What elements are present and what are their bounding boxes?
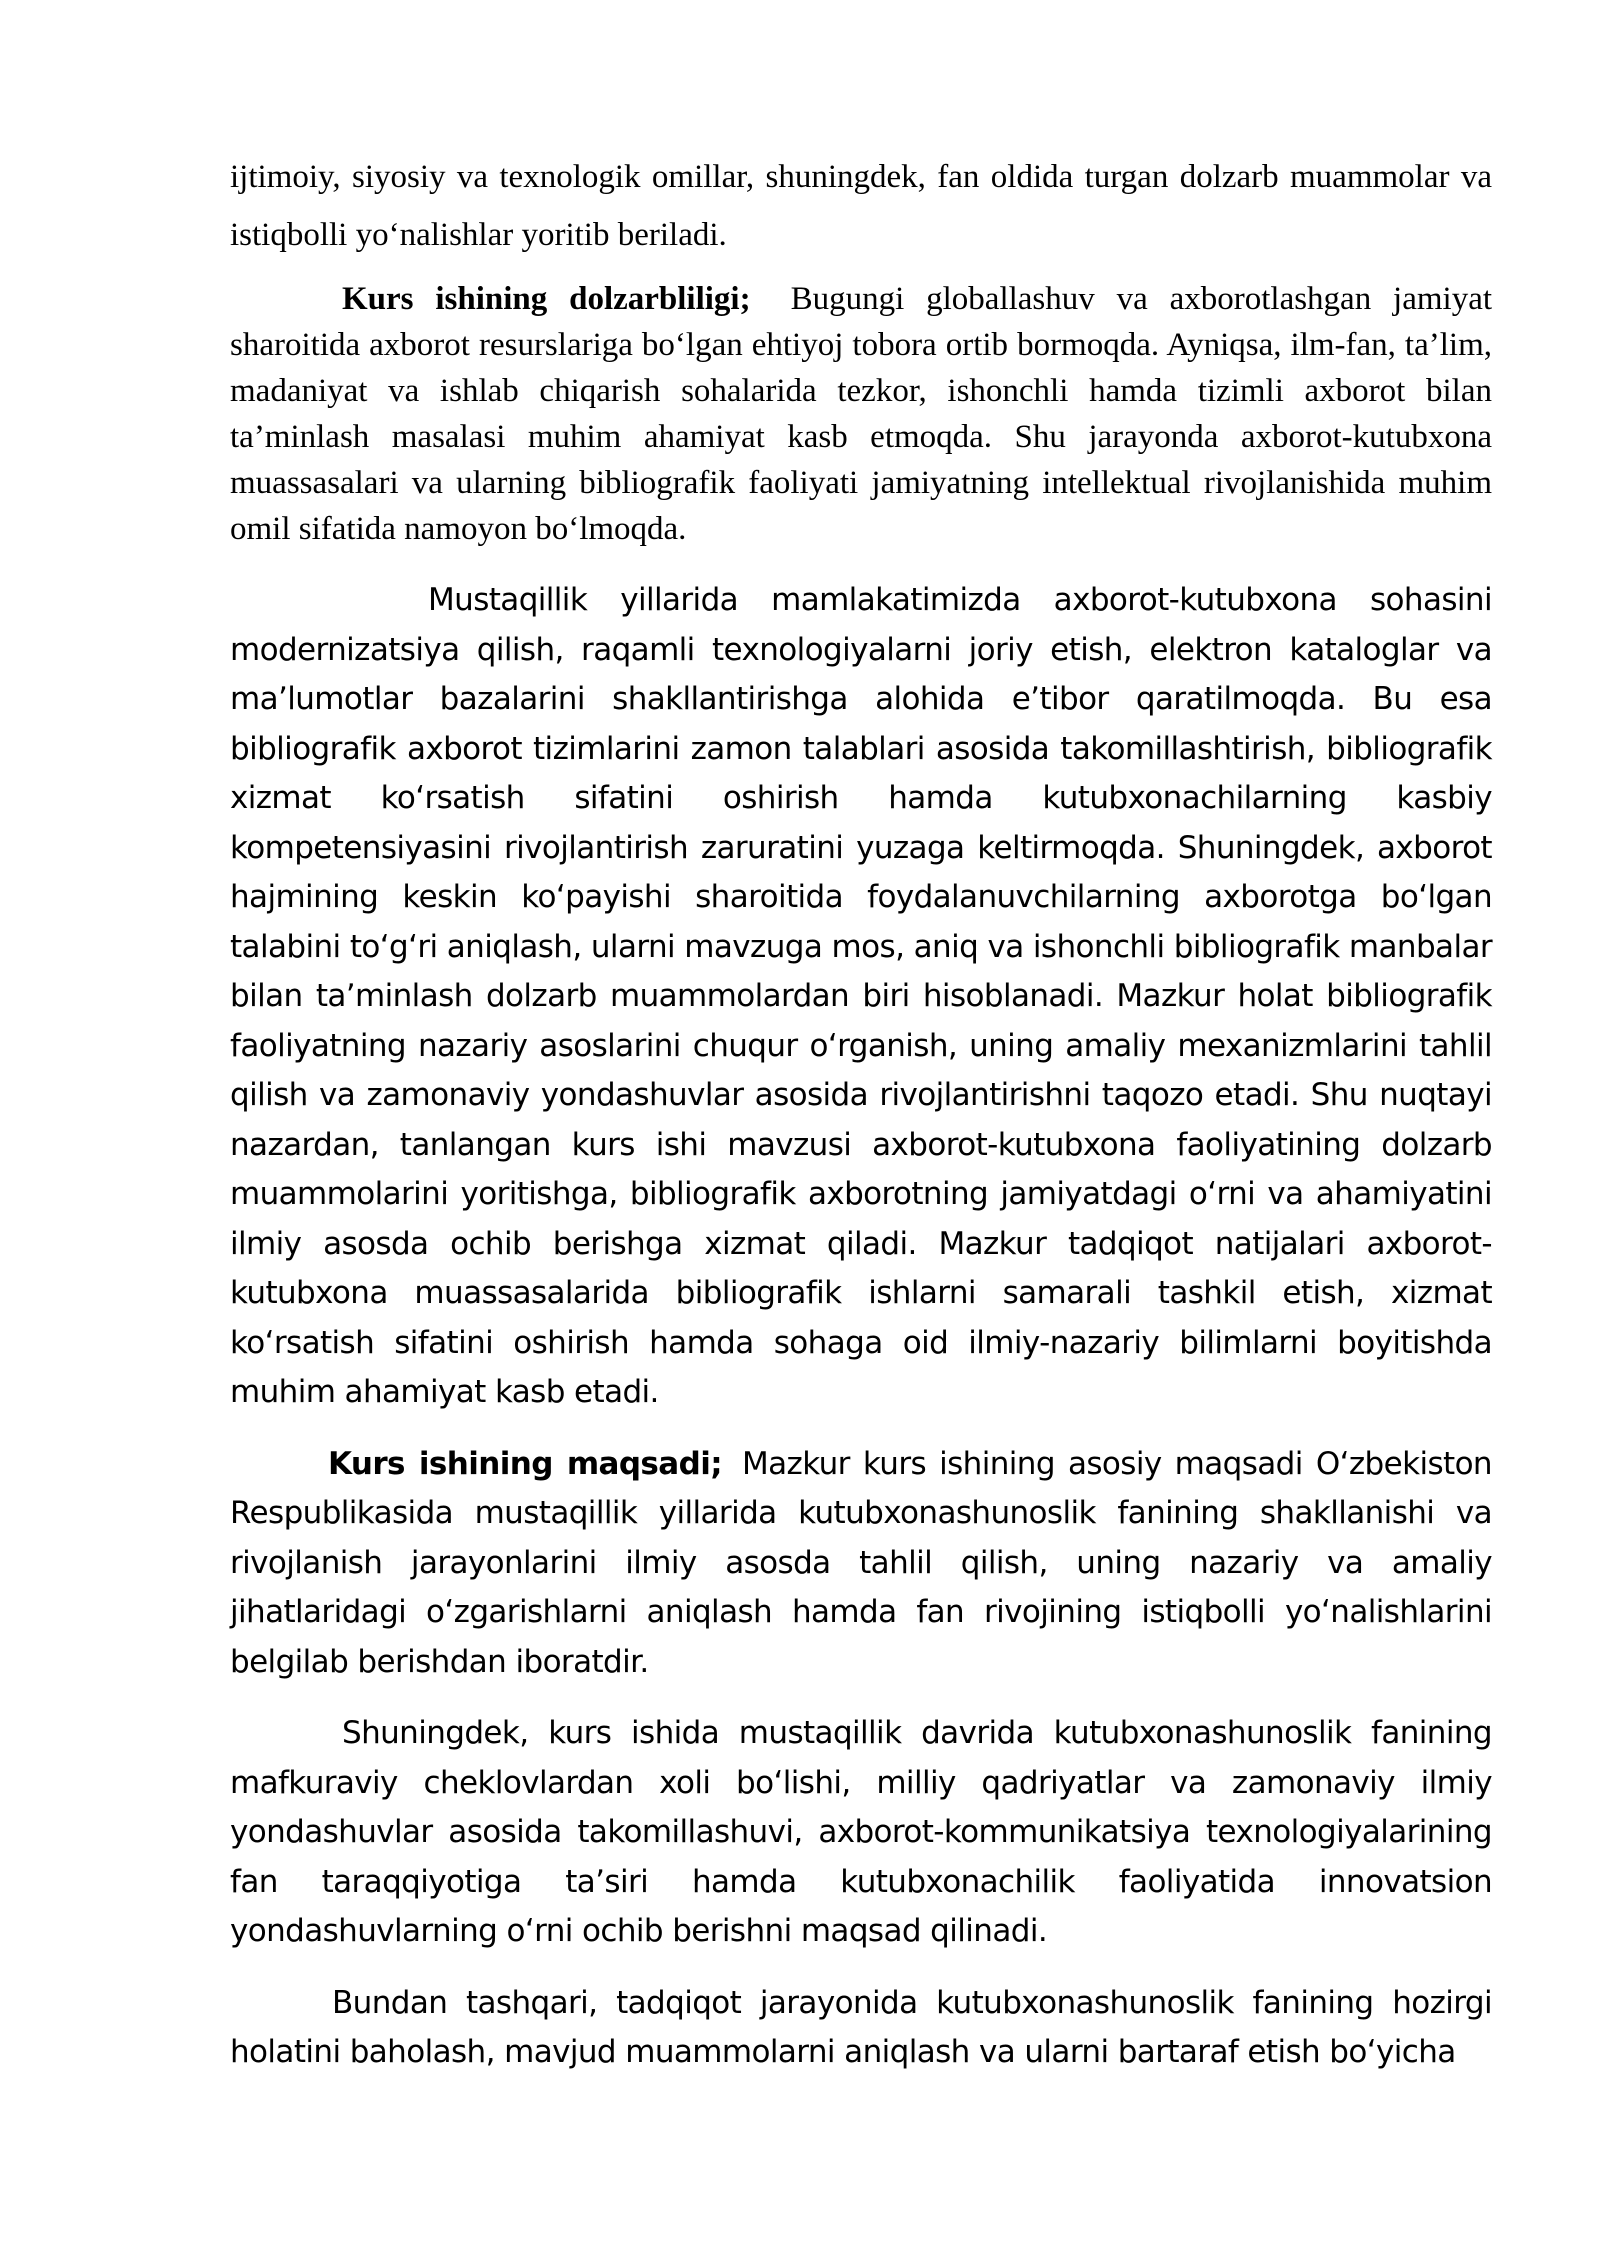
- goal-heading: Kurs ishining maqsadi;: [328, 1445, 723, 1482]
- paragraph-furthermore: Bundan tashqari, tadqiqot jarayonida kutubxonashunoslik fanining hozirgi holatini baholash, mavjud muammolarni aniqlash va ularni bartaraf etish bo‘yicha: [230, 1984, 1492, 2070]
- paragraph-independence-years: Mustaqillik yillarida mamlakatimizda axborot-kutubxona sohasini modernizatsiya qilish, raqamli texnologiyalarni joriy etish, elektron kataloglar va ma’lumotlar bazalarini shakllantirishga alohida e’tibor qaratilmoqda. Bu esa bibliografik axborot tizimlarini zamon talablari asosida takomillashtirish, bibliografik xizmat ko‘rsatish sifatini oshirish hamda kutubxonachilarning kasbiy kompetensiyasini rivojlantirish zaruratini yuzaga keltirmoqda. Shuningdek, axborot hajmining keskin ko‘payishi sharoitida foydalanuvchilarning axborotga bo‘lgan talabini to‘g‘ri aniqlash, ularni mavzuga mos, aniq va ishonchli bibliografik manbalar bilan ta’minlash dolzarb muammolardan biri hisoblanadi. Mazkur holat bibliografik faoliyatning nazariy asoslarini chuqur o‘rganish, uning amaliy mexanizmlarini tahlil qilish va zamonaviy yondashuvlar asosida rivojlantirishni taqozo etadi. Shu nuqtayi nazardan, tanlangan kurs ishi mavzusi axborot-kutubxona faoliyatining dolzarb muammolarini yoritishga, bibliografik axborotning jamiyatdagi o‘rni va ahamiyatini ilmiy asosda ochib berishga xizmat qiladi. Mazkur tadqiqot natijalari axborot-kutubxona muassasalarida bibliografik ishlarni samarali tashkil etish, xizmat ko‘rsatish sifatini oshirish hamda sohaga oid ilmiy-nazariy bilimlarni boyitishda muhim ahamiyat kasb etadi.: [230, 582, 1492, 1410]
- paragraph-goal: [230, 1440, 1492, 1688]
- goal-text: Mazkur kurs ishining asosiy maqsadi O‘zbekiston Respublikasida mustaqillik yillarida kutubxonashunoslik fanining shakllanishi va rivojlanish jarayonlarini ilmiy asosda tahlil qilish, uning nazariy va amaliy jihatlaridagi o‘zgarishlarni aniqlash hamda fan rivojining istiqbolli yo‘nalishlarini belgilab berishdan iboratdir.: [230, 1445, 1492, 1680]
- relevance-text: Bugungi globallashuv va axborotlashgan jamiyat sharoitida axborot resurslariga bo‘lgan ehtiyoj tobora ortib bormoqda. Ayniqsa, ilm-fan, ta’lim, madaniyat va ishlab chiqarish sohalarida tezkor, ishonchli hamda tizimli axborot bilan ta’minlash masalasi muhim ahamiyat kasb etmoqda. Shu jarayonda axborot-kutubxona muassasalari va ularning bibliografik faoliyati jamiyatning intellektual rivojlanishida muhim omil sifatida namoyon bo‘lmoqda.: [230, 281, 1493, 547]
- paragraph-relevance: [230, 276, 1492, 552]
- paragraph-intro-continuation: ijtimoiy, siyosiy va texnologik omillar, shuningdek, fan oldida turgan dolzarb muammolar va istiqbolli yo‘nalishlar yoritib beriladi.: [230, 159, 1492, 253]
- paragraph-additionally: Shuningdek, kurs ishida mustaqillik davrida kutubxonashunoslik fanining mafkuraviy cheklovlardan xoli bo‘lishi, milliy qadriyatlar va zamonaviy ilmiy yondashuvlar asosida takomillashuvi, axborot-kommunikatsiya texnologiyalarining fan taraqqiyotiga ta’siri hamda kutubxonachilik faoliyatida innovatsion yondashuvlarning o‘rni ochib berishni maqsad qilinadi.: [230, 1715, 1492, 1949]
- relevance-heading: Kurs ishining dolzarbliligi;: [342, 281, 751, 317]
- document-body: [230, 148, 1492, 2078]
